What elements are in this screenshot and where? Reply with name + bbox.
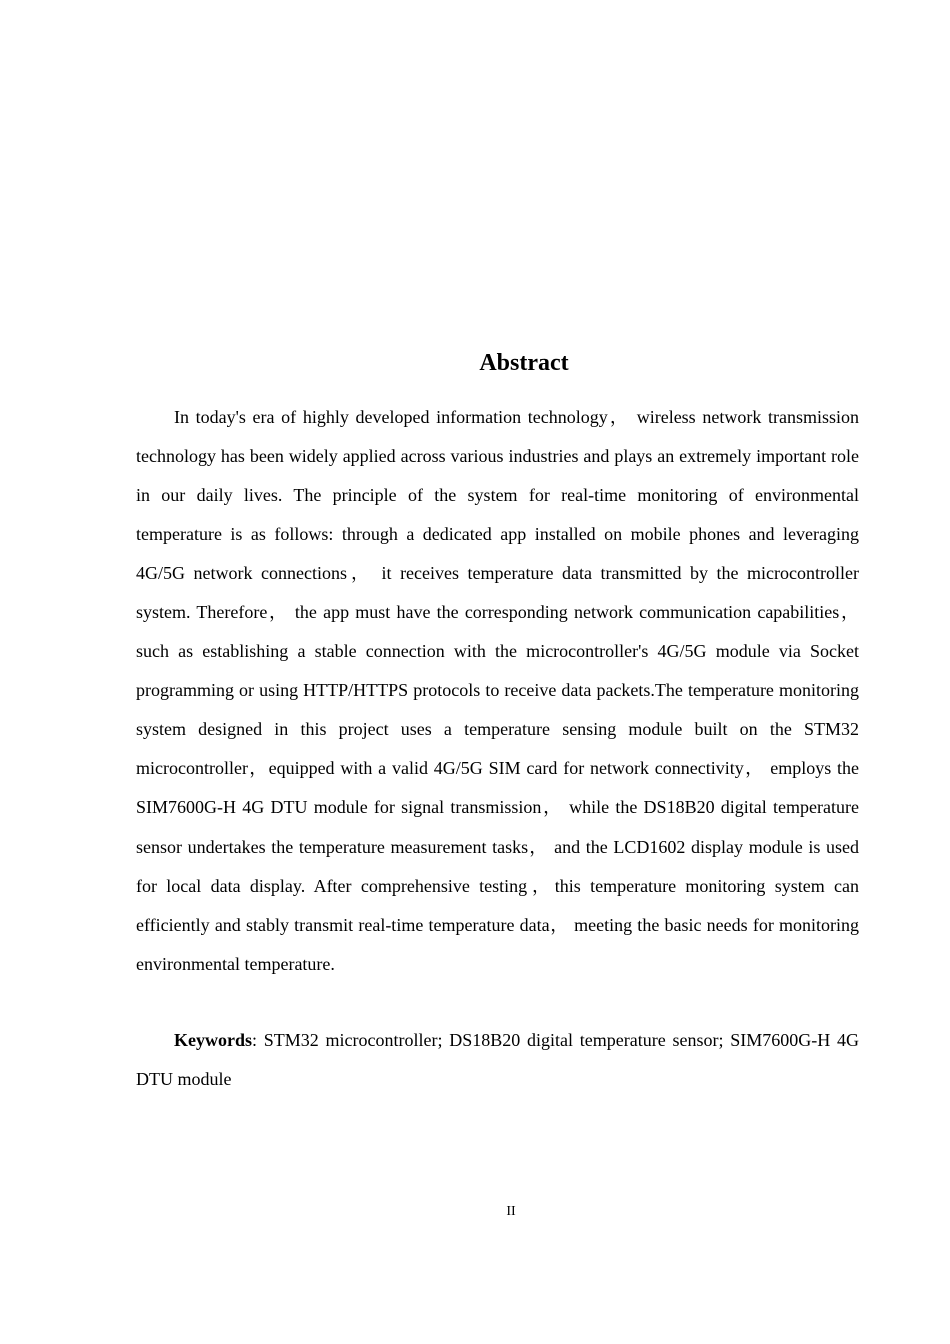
page-number: II: [506, 1204, 516, 1219]
keywords-label: Keywords: [174, 1030, 252, 1050]
keywords-list: : STM32 microcontroller; DS18B20 digital temperature sensor; SIM7600G-H 4G DTU module: [136, 1030, 859, 1089]
abstract-body: In today's era of highly developed information technology， wireless network transmission technology has been widely applied across various industries and plays an extremely important role in our daily lives. The principle of the system for real-time monitoring of environmental temperature is as follows: through a dedicated app installed on mobile phones and leveraging 4G/5G network connections， it receives temperature data transmitted by the microcontroller system. Therefore， the app must have the corresponding network communication capabilities， such as establishing a stable connection with the microcontroller's 4G/5G module via Socket programming or using HTTP/HTTPS protocols to receive data packets.The temperature monitoring system designed in this project uses a temperature sensing module built on the STM32 microcontroller，equipped with a valid 4G/5G SIM card for network connectivity， employs the SIM7600G-H 4G DTU module for signal transmission， while the DS18B20 digital temperature sensor undertakes the temperature measurement tasks， and the LCD1602 display module is used for local data display. After comprehensive testing，this temperature monitoring system can efficiently and stably transmit real-time temperature data， meeting the basic needs for monitoring environmental temperature.: [136, 407, 859, 974]
keywords-paragraph: [136, 1021, 859, 1099]
abstract-title: Abstract: [479, 350, 569, 376]
